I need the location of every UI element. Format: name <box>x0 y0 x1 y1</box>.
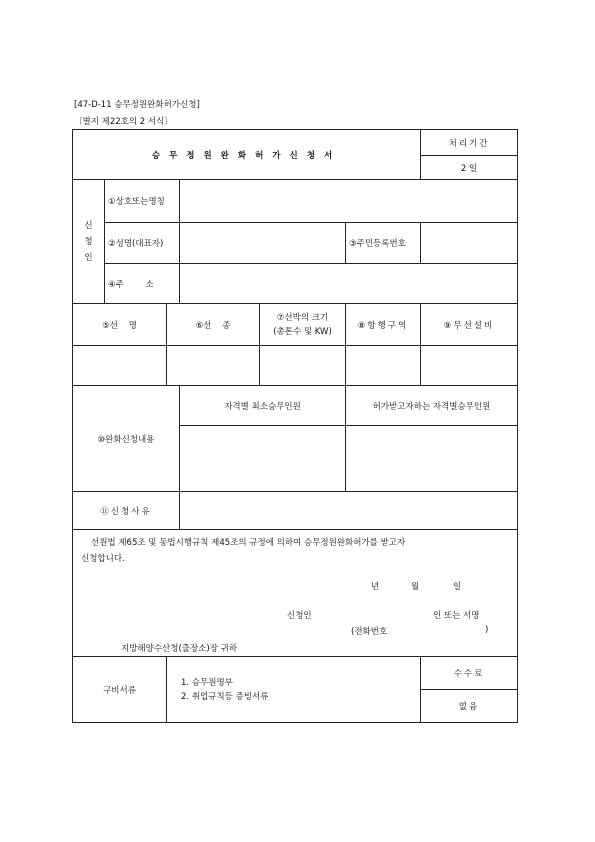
phone-label: (전화번호 <box>351 627 388 637</box>
applicant-sign-label: 신청인 <box>287 611 312 621</box>
date-year: 년 <box>371 582 380 592</box>
ship-size-label: ⑦선박의 크기 (총톤수 및 KW) <box>260 304 346 346</box>
fee-label: 수수료 <box>421 657 518 690</box>
navigation-area-field[interactable] <box>346 346 421 386</box>
documents-label: 구비서류 <box>73 657 167 723</box>
min-crew-field[interactable] <box>180 426 346 492</box>
signature-label: 인 또는 서명 <box>433 611 480 621</box>
requested-crew-header: 허가받고자하는 자격별승무인원 <box>346 386 518 426</box>
statement-body-line2: 신청합니다. <box>81 554 125 564</box>
processing-period-value: 2 일 <box>421 156 518 180</box>
form-title: 승무정원완화허가신청서 <box>73 130 421 180</box>
resident-number-label: ③주민등록번호 <box>346 223 421 264</box>
documents-list <box>167 657 421 723</box>
document-item-2: 2. 취업규칙등 증빙서류 <box>181 691 269 702</box>
form-code: [47-D-11 승무정원완화허가신청] <box>74 100 200 110</box>
date-month: 월 <box>411 582 420 592</box>
company-name-field[interactable] <box>180 180 518 223</box>
address-field[interactable] <box>180 264 518 304</box>
phone-close: ) <box>485 625 489 635</box>
company-name-label: ①상호또는명칭 <box>105 180 180 223</box>
radio-equipment-label: ⑨무선설비 <box>421 304 518 346</box>
ship-name-label: ⑤선 명 <box>73 304 167 346</box>
fee-value: 없음 <box>421 690 518 723</box>
name-label: ②성명(대표자) <box>105 223 180 264</box>
statement-section <box>73 530 518 657</box>
applicant-label: 신청인 <box>73 180 105 304</box>
navigation-area-label: ⑧항행구역 <box>346 304 421 346</box>
ship-type-field[interactable] <box>167 346 260 386</box>
ship-size-field[interactable] <box>260 346 346 386</box>
ship-name-field[interactable] <box>73 346 167 386</box>
processing-period-label: 처리기간 <box>421 130 518 156</box>
radio-equipment-field[interactable] <box>421 346 518 386</box>
addressee: 지방해양수산청(출장소)장 귀하 <box>121 644 238 654</box>
statement-body-line1: 선원법 제65조 및 동법시행규칙 제45조의 규정에 의하여 승무정원완화허가를 받고자 <box>91 538 406 548</box>
address-label: ④주 소 <box>105 264 180 304</box>
ship-type-label: ⑥선 종 <box>167 304 260 346</box>
requested-crew-field[interactable] <box>346 426 518 492</box>
mitigation-label: ⑩완화신청내용 <box>73 386 180 492</box>
date-day: 일 <box>453 582 462 592</box>
application-form <box>72 129 518 723</box>
attachment-number: 〔별지 제22호의 2 서식〕 <box>74 117 173 127</box>
document-item-1: 1. 승무원명부 <box>181 677 233 688</box>
name-field[interactable] <box>180 223 346 264</box>
resident-number-field[interactable] <box>421 223 518 264</box>
reason-field[interactable] <box>180 492 518 530</box>
min-crew-header: 자격별 최소승무인원 <box>180 386 346 426</box>
reason-label: ⑪신청사유 <box>73 492 180 530</box>
